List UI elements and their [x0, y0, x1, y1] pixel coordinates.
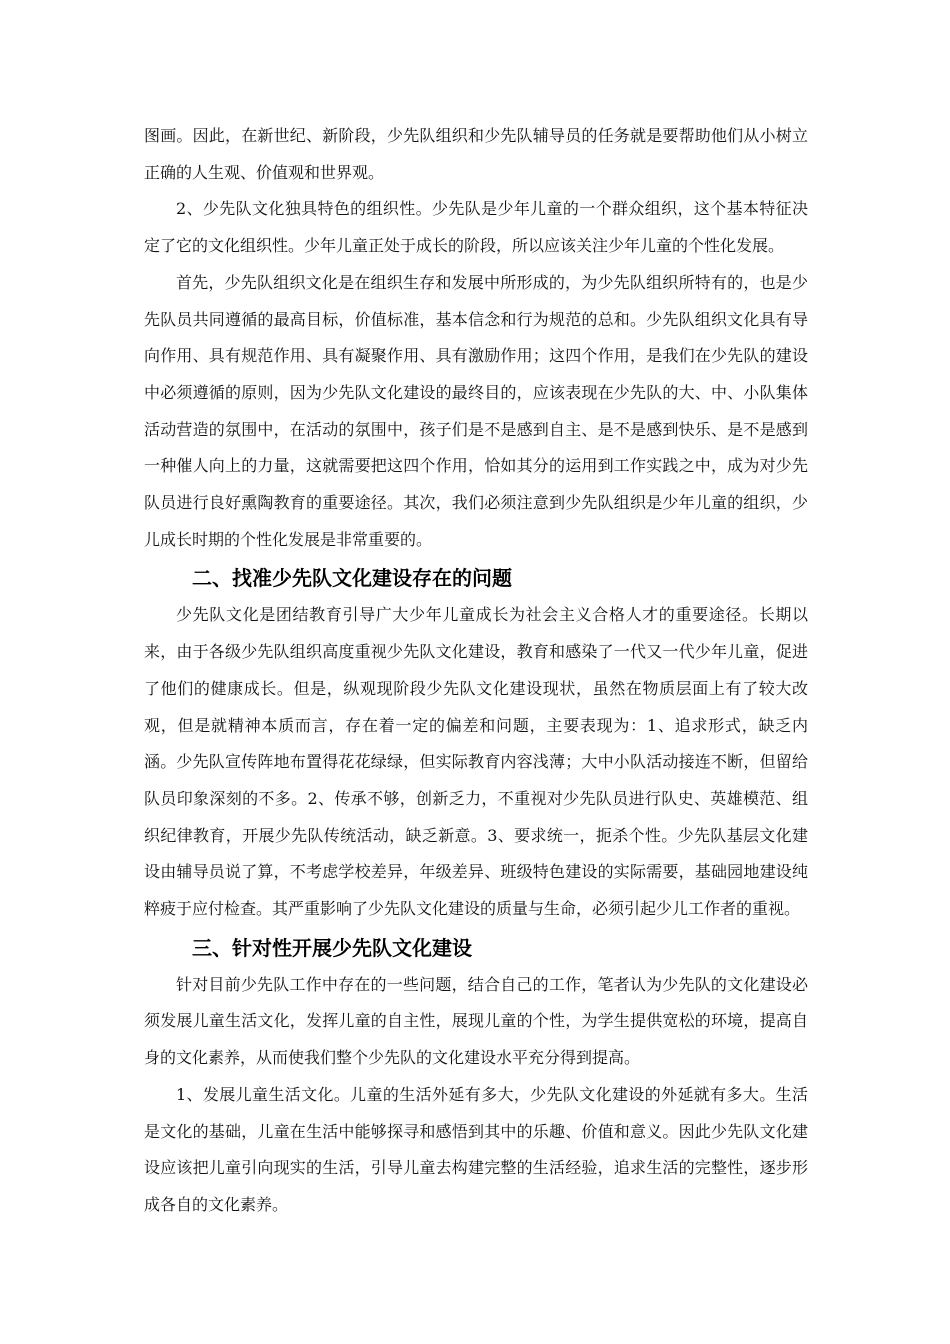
section-heading-targeted-development: 三、针对性开展少先队文化建设 — [192, 935, 472, 960]
document-body — [144, 118, 808, 1224]
paragraph-targeted-intro: 针对目前少先队工作中存在的一些问题，结合自己的工作，笔者认为少先队的文化建设必须发展儿童生活文化，发挥儿童的自主性，展现儿童的个性，为学生提供宽松的环境，提高自身的文化素养，从而使我们整个少先队的文化建设水平充分得到提高。 — [144, 974, 808, 1068]
paragraph-continuation: 图画。因此，在新世纪、新阶段，少先队组织和少先队辅导员的任务就是要帮助他们从小树立正确的人生观、价值观和世界观。 — [144, 126, 808, 182]
paragraph-children-life-culture: 1、发展儿童生活文化。儿童的生活外延有多大，少先队文化建设的外延就有多大。生活是文化的基础，儿童在生活中能够探寻和感悟到其中的乐趣、价值和意义。因此少先队文化建设应该把儿童引向现实的生活，引导儿童去构建完整的生活经验，追求生活的完整性，逐步形成各自的文化素养。 — [144, 1084, 808, 1214]
paragraph-problems: 少先队文化是团结教育引导广大少年儿童成长为社会主义合格人才的重要途径。长期以来，由于各级少先队组织高度重视少先队文化建设，教育和感染了一代又一代少年儿童，促进了他们的健康成长。但是，纵观现阶段少先队文化建设现状，虽然在物质层面上有了较大改观，但是就精神本质而言，存在着一定的偏差和问题，主要表现为：1、追求形式，缺乏内涵。少先队宣传阵地布置得花花绿绿，但实际教育内容浅薄；大中小队活动接连不断，但留给队员印象深刻的不多。2、传承不够，创新乏力，不重视对少先队员进行队史、英雄模范、组织纪律教育，开展少先队传统活动，缺乏新意。3、要求统一，扼杀个性。少先队基层文化建设由辅导员说了算，不考虑学校差异，年级差异、班级特色建设的实际需要，基础园地建设纯粹疲于应付检查。其严重影响了少先队文化建设的质量与生命，必须引起少儿工作者的重视。 — [144, 605, 808, 919]
paragraph-organization-culture: 首先，少先队组织文化是在组织生存和发展中所形成的，为少先队组织所特有的，也是少先队员共同遵循的最高目标，价值标准，基本信念和行为规范的总和。少先队组织文化具有导向作用、具有规范作用、具有凝聚作用、具有激励作用；这四个作用，是我们在少先队的建设中必须遵循的原则，因为少先队文化建设的最终目的，应该表现在少先队的大、中、小队集体活动营造的氛围中，在活动的氛围中，孩子们是不是感到自主、是不是感到快乐、是不是感到一种催人向上的力量，这就需要把这四个作用，恰如其分的运用到工作实践之中，成为对少先队员进行良好熏陶教育的重要途径。其次，我们必须注意到少先队组织是少年儿童的组织，少儿成长时期的个性化发展是非常重要的。 — [144, 272, 808, 549]
paragraph-organization-feature: 2、少先队文化独具特色的组织性。少先队是少年儿童的一个群众组织，这个基本特征决定了它的文化组织性。少年儿童正处于成长的阶段，所以应该关注少年儿童的个性化发展。 — [144, 199, 808, 256]
section-heading-problems: 二、找准少先队文化建设存在的问题 — [192, 566, 512, 591]
